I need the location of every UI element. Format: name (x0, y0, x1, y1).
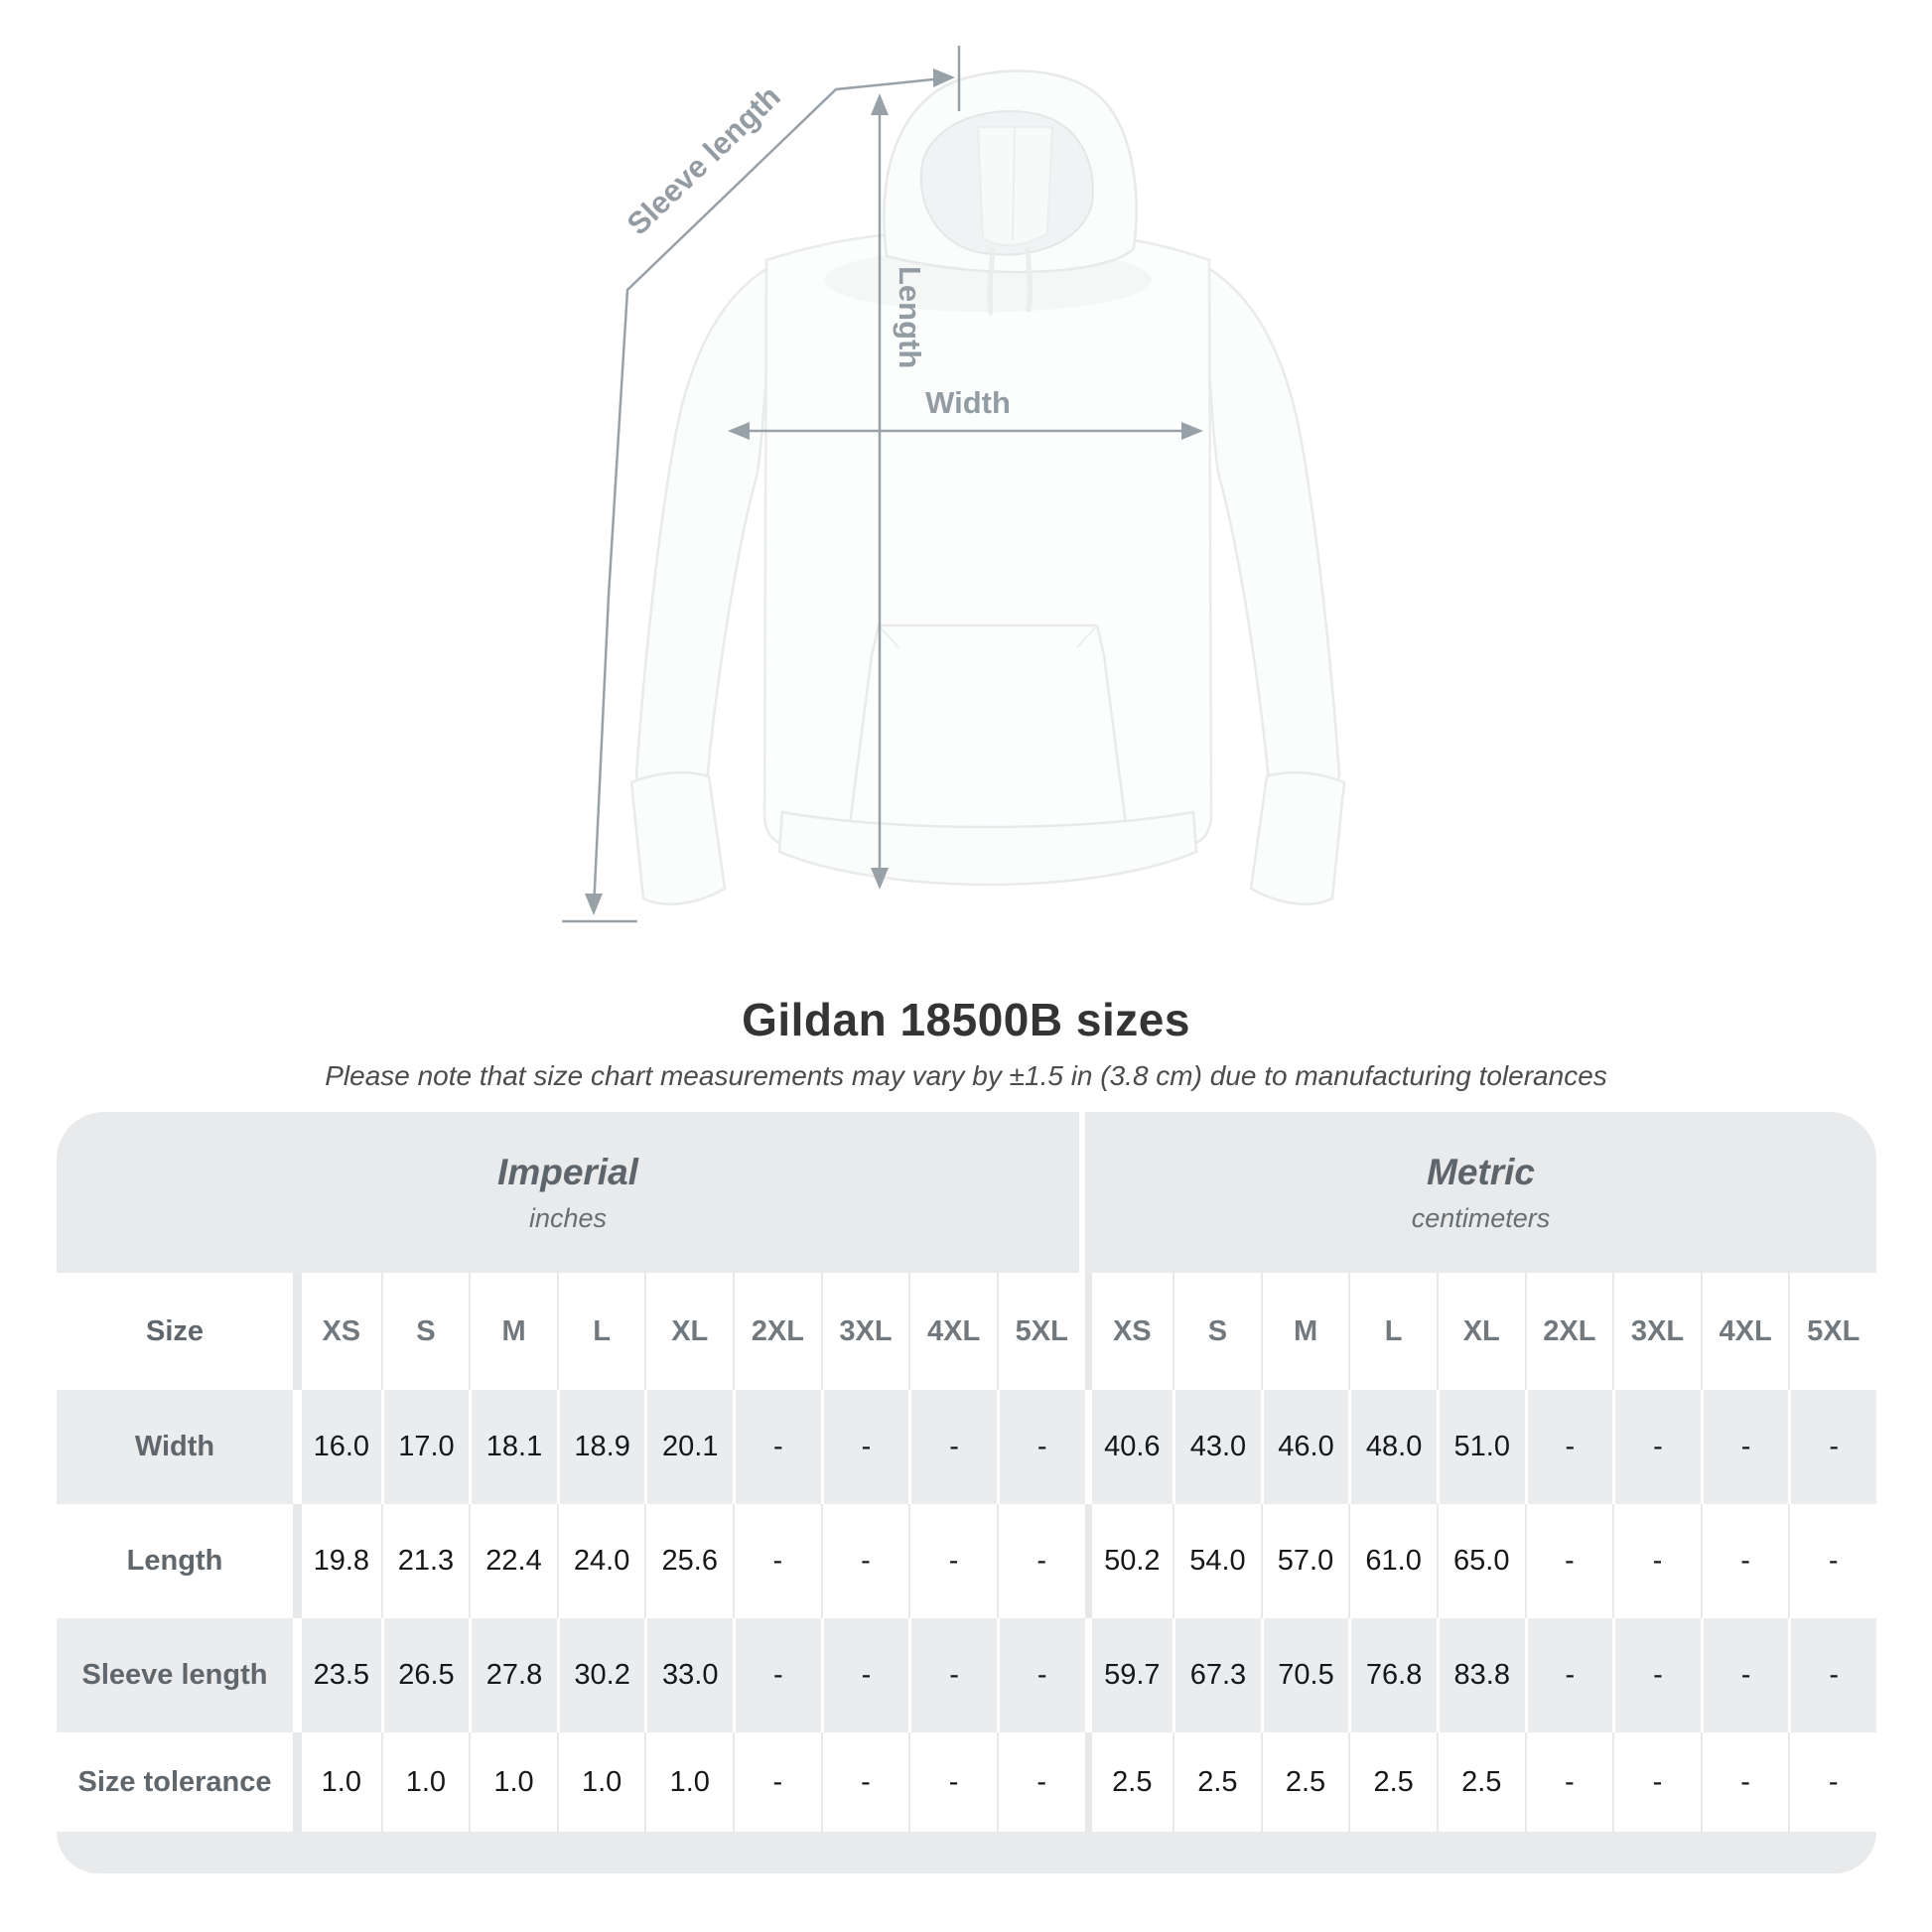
units-header-band (57, 1112, 1876, 1273)
value-cell: 70.5 (1261, 1618, 1349, 1732)
value-cell: 2.5 (1348, 1732, 1437, 1832)
size-col-header: 3XL (1612, 1273, 1701, 1390)
metric-title: Metric (1427, 1151, 1535, 1192)
imperial-unit: inches (528, 1202, 608, 1233)
value-cell: - (1701, 1618, 1789, 1732)
value-cell: 61.0 (1348, 1504, 1437, 1618)
value-cell: 1.0 (557, 1732, 645, 1832)
value-cell: - (997, 1504, 1085, 1618)
value-cell: 1.0 (381, 1732, 470, 1832)
value-cell: 17.0 (381, 1390, 470, 1504)
value-cell: 2.5 (1437, 1732, 1525, 1832)
value-cell: 57.0 (1261, 1504, 1349, 1618)
hoodie-pocket (849, 625, 1127, 832)
value-cell: 22.4 (469, 1504, 557, 1618)
value-cell: - (821, 1390, 909, 1504)
value-cell: 18.9 (557, 1390, 645, 1504)
table-row (57, 1504, 1876, 1618)
size-col-header: 4XL (1701, 1273, 1789, 1390)
title-block (0, 993, 1932, 1092)
row-label: Sleeve length (57, 1618, 293, 1732)
size-col-header: 2XL (733, 1273, 821, 1390)
size-col-header: XS (1085, 1273, 1173, 1390)
value-cell: 24.0 (557, 1504, 645, 1618)
hoodie-right-sleeve (1199, 263, 1339, 794)
size-corner-label: Size (145, 1314, 205, 1347)
value-cell: 43.0 (1173, 1390, 1261, 1504)
size-chart-table (57, 1112, 1876, 1873)
sleeve-length-label: Sleeve length (620, 78, 787, 242)
value-cell: 21.3 (381, 1504, 470, 1618)
width-label: Width (925, 385, 1011, 420)
value-cell: 46.0 (1261, 1390, 1349, 1504)
size-col-header: XS (293, 1273, 381, 1390)
length-label: Length (893, 266, 927, 369)
table-row (57, 1390, 1876, 1504)
value-cell: 20.1 (644, 1390, 733, 1504)
row-label: Size tolerance (77, 1765, 272, 1798)
sleeve-arrow-start (585, 894, 603, 915)
value-cell: - (1701, 1504, 1789, 1618)
value-cell: - (1788, 1732, 1876, 1832)
table-body (57, 1390, 1876, 1832)
value-cell: 48.0 (1348, 1390, 1437, 1504)
value-cell: - (997, 1390, 1085, 1504)
value-cell: - (1525, 1618, 1613, 1732)
table-footer-bar (57, 1832, 1876, 1873)
drawstring-right (1028, 250, 1031, 310)
value-cell: 59.7 (1085, 1618, 1173, 1732)
value-cell: - (1612, 1504, 1701, 1618)
value-cell: 54.0 (1173, 1504, 1261, 1618)
value-cell: 25.6 (644, 1504, 733, 1618)
value-cell: 33.0 (644, 1618, 733, 1732)
size-col-header: 2XL (1525, 1273, 1613, 1390)
value-cell: 65.0 (1437, 1504, 1525, 1618)
value-cell: 83.8 (1437, 1618, 1525, 1732)
value-cell: - (1612, 1732, 1701, 1832)
hoodie-right-cuff (1251, 772, 1344, 904)
value-cell: - (908, 1390, 997, 1504)
hoodie-left-sleeve (636, 263, 776, 794)
value-cell: - (1525, 1732, 1613, 1832)
value-cell: - (821, 1732, 909, 1832)
value-cell: 2.5 (1085, 1732, 1173, 1832)
value-cell: - (1612, 1390, 1701, 1504)
imperial-title: Imperial (497, 1151, 638, 1192)
size-col-header: L (557, 1273, 645, 1390)
value-cell: 30.2 (557, 1618, 645, 1732)
size-col-header: XL (644, 1273, 733, 1390)
metric-unit: centimeters (1411, 1202, 1551, 1233)
size-col-header: M (469, 1273, 557, 1390)
value-cell: - (1612, 1618, 1701, 1732)
value-cell: 23.5 (293, 1618, 381, 1732)
value-cell: 67.3 (1173, 1618, 1261, 1732)
value-cell: - (821, 1504, 909, 1618)
value-cell: 1.0 (469, 1732, 557, 1832)
size-col-header: 5XL (997, 1273, 1085, 1390)
value-cell: 27.8 (469, 1618, 557, 1732)
value-cell: - (733, 1504, 821, 1618)
value-cell: 1.0 (644, 1732, 733, 1832)
value-cell: - (1788, 1390, 1876, 1504)
size-col-header: 5XL (1788, 1273, 1876, 1390)
page-title: Gildan 18500B sizes (742, 994, 1190, 1045)
drawstring-left (990, 250, 993, 313)
row-label: Length (126, 1545, 223, 1577)
value-cell: - (997, 1618, 1085, 1732)
value-cell: - (908, 1504, 997, 1618)
size-header-row (57, 1273, 1876, 1390)
value-cell: 1.0 (293, 1732, 381, 1832)
size-col-header: M (1261, 1273, 1349, 1390)
length-arrow-top (871, 93, 889, 115)
hoodie-left-cuff (631, 772, 725, 904)
value-cell: 19.8 (293, 1504, 381, 1618)
value-cell: - (997, 1732, 1085, 1832)
size-col-header: S (1173, 1273, 1261, 1390)
value-cell: 76.8 (1348, 1618, 1437, 1732)
metric-header (1085, 1112, 1876, 1273)
value-cell: - (1701, 1390, 1789, 1504)
value-cell: - (1788, 1504, 1876, 1618)
value-cell: 18.1 (469, 1390, 557, 1504)
size-col-header: S (381, 1273, 470, 1390)
value-cell: - (908, 1618, 997, 1732)
value-cell: 50.2 (1085, 1504, 1173, 1618)
size-col-header: XL (1437, 1273, 1525, 1390)
table-row (57, 1618, 1876, 1732)
value-cell: - (1525, 1390, 1613, 1504)
value-cell: - (821, 1618, 909, 1732)
value-cell: - (908, 1732, 997, 1832)
value-cell: 26.5 (381, 1618, 470, 1732)
value-cell: - (733, 1390, 821, 1504)
size-col-header: 3XL (821, 1273, 909, 1390)
value-cell: - (1525, 1504, 1613, 1618)
value-cell: - (733, 1732, 821, 1832)
value-cell: 2.5 (1173, 1732, 1261, 1832)
value-cell: - (733, 1618, 821, 1732)
size-col-header: L (1348, 1273, 1437, 1390)
row-label: Width (57, 1390, 293, 1504)
size-col-header: 4XL (908, 1273, 997, 1390)
value-cell: 40.6 (1085, 1390, 1173, 1504)
table-row (57, 1732, 1876, 1832)
value-cell: - (1788, 1618, 1876, 1732)
value-cell: 2.5 (1261, 1732, 1349, 1832)
tolerance-note: Please note that size chart measurements may vary by ±1.5 in (3.8 cm) due to manufacturing tolerances (325, 1060, 1607, 1091)
value-cell: 16.0 (293, 1390, 381, 1504)
value-cell: 51.0 (1437, 1390, 1525, 1504)
imperial-header (57, 1112, 1079, 1273)
value-cell: - (1701, 1732, 1789, 1832)
